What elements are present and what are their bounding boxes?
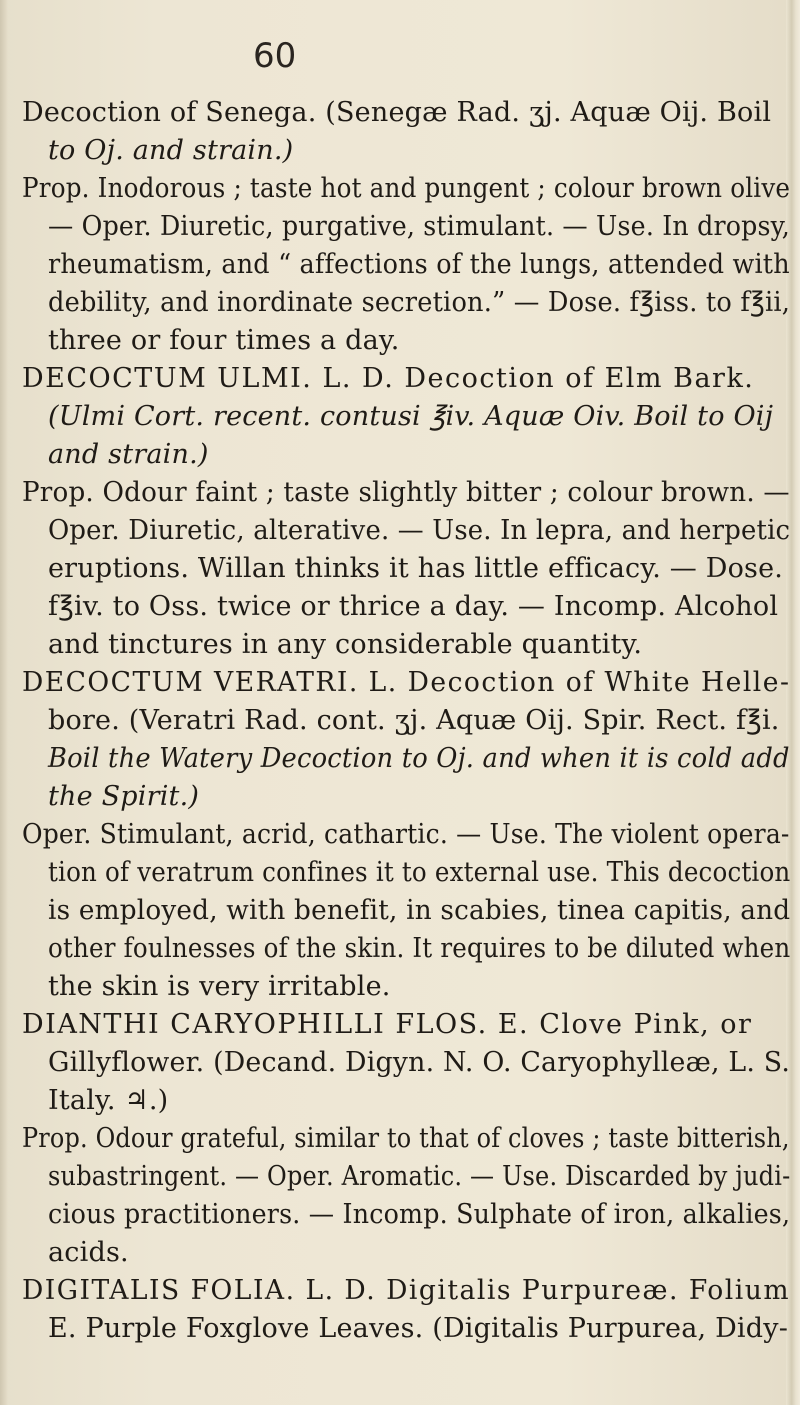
text-line: Gillyflower. (Decand. Digyn. N. O. Caryophylleæ, L. S.	[48, 1047, 791, 1078]
text-line: other foulnesses of the skin. It requires to be diluted when	[48, 933, 791, 964]
text-line: tion of veratrum confines it to external use. This decoction	[48, 857, 791, 888]
text-line: — Oper. Diuretic, purgative, stimulant. — Use. In dropsy,	[48, 211, 790, 242]
text-line: Prop. Odour faint ; taste slightly bitter ; colour brown. —	[22, 477, 790, 508]
text-line: Decoction of Senega. (Senegæ Rad. ʒj. Aquæ Oij. Boil	[22, 97, 772, 128]
text-line: Oper. Diuretic, alterative. — Use. In lepra, and herpetic	[48, 515, 791, 546]
text-line: f℥iv. to Oss. twice or thrice a day. — Incomp. Alcohol	[48, 591, 779, 622]
body-text	[22, 94, 792, 1394]
text-line: cious practitioners. — Incomp. Sulphate of iron, alkalies,	[48, 1199, 791, 1230]
text-line: subastringent. — Oper. Aromatic. — Use. Discarded by judi-	[48, 1161, 791, 1192]
text-line: rheumatism, and “ affections of the lungs, attended with	[48, 249, 790, 280]
text-line: Prop. Odour grateful, similar to that of cloves ; taste bitterish,	[22, 1123, 790, 1154]
page-number: 60	[253, 36, 297, 76]
text-line: eruptions. Willan thinks it has little efficacy. — Dose.	[48, 553, 784, 584]
text-line: three or four times a day.	[48, 325, 400, 356]
text-line: Boil the Watery Decoction to Oj. and when it is cold add	[48, 743, 790, 774]
text-line: DECOCTUM ULMI. L. D. Decoction of Elm Bark.	[22, 363, 755, 394]
text-line: DIGITALIS FOLIA. L. D. Digitalis Purpureæ. Folium	[22, 1275, 791, 1306]
text-line: DIANTHI CARYOPHILLI FLOS. E. Clove Pink, or	[22, 1009, 753, 1040]
text-line: is employed, with benefit, in scabies, tinea capitis, and	[48, 895, 791, 926]
page-left-edge	[0, 0, 8, 1405]
text-line: E. Purple Foxglove Leaves. (Digitalis Purpurea, Didy-	[48, 1313, 789, 1344]
text-line: DECOCTUM VERATRI. L. Decoction of White Helle-	[22, 667, 791, 698]
text-line: acids.	[48, 1237, 129, 1268]
text-line: (Ulmi Cort. recent. contusi ℥iv. Aquæ Oiv. Boil to Oij	[48, 401, 774, 432]
text-line: bore. (Veratri Rad. cont. ʒj. Aquæ Oij. Spir. Rect. f℥i.	[48, 705, 780, 736]
text-line: and strain.)	[48, 439, 209, 470]
text-line: debility, and inordinate secretion.” — Dose. f℥iss. to f℥ii,	[48, 287, 791, 318]
text-line: the Spirit.)	[48, 781, 200, 812]
text-line: and tinctures in any considerable quantity.	[48, 629, 643, 660]
text-line: Italy. ♃.)	[48, 1085, 169, 1116]
text-line: the skin is very irritable.	[48, 971, 391, 1002]
text-line: Prop. Inodorous ; taste hot and pungent ; colour brown olive	[22, 173, 791, 204]
text-line: to Oj. and strain.)	[48, 135, 294, 166]
text-line: Oper. Stimulant, acrid, cathartic. — Use. The violent opera-	[22, 819, 790, 850]
